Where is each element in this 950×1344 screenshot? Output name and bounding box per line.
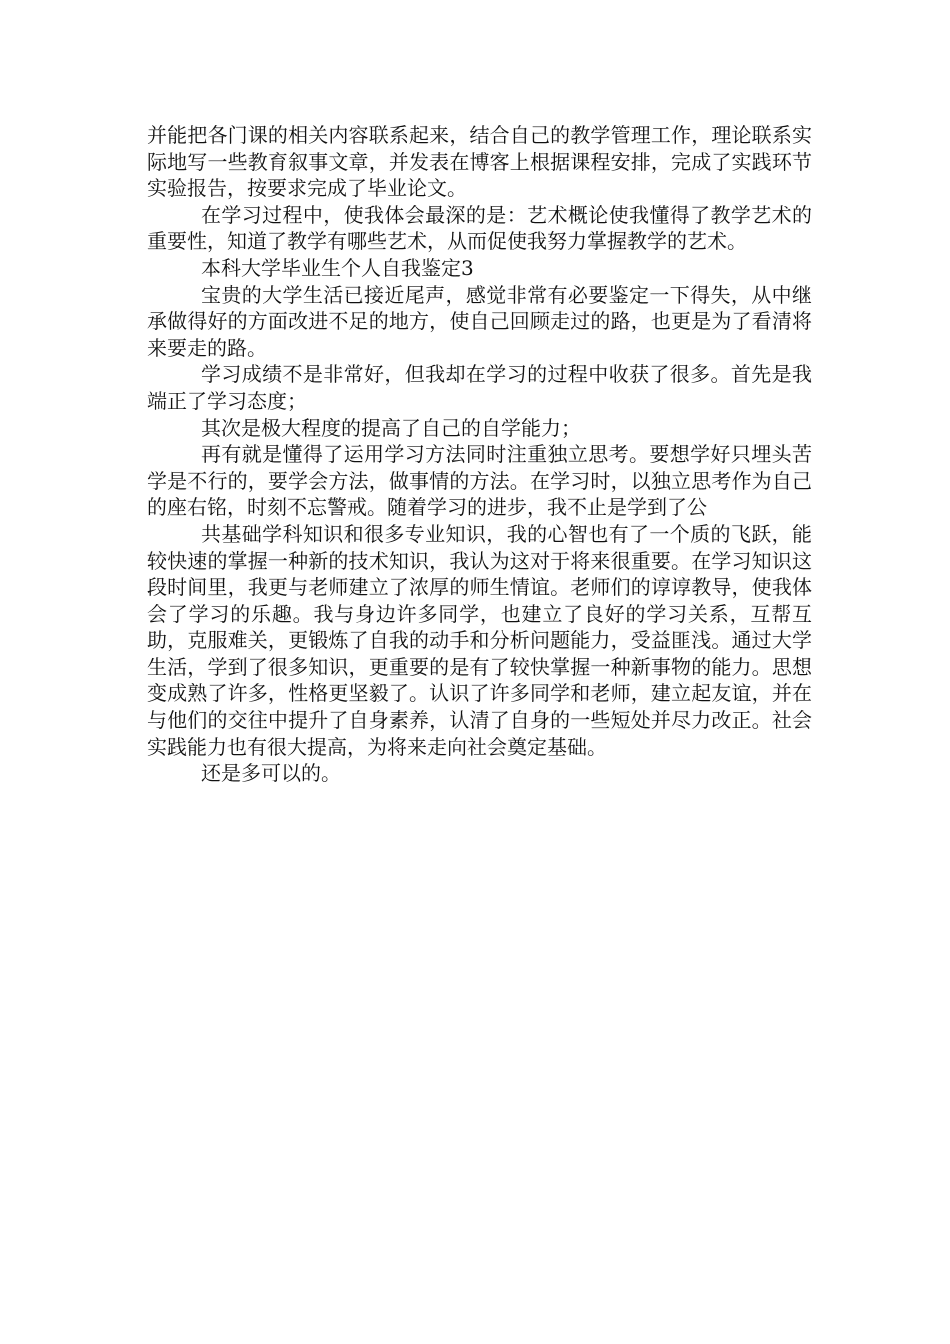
document-body — [147, 122, 812, 787]
paragraph-1: 并能把各门课的相关内容联系起来，结合自己的教学管理工作，理论联系实际地写一些教育叙事文章，并发表在博客上根据课程安排，完成了实践环节实验报告，按要求完成了毕业论文。 — [147, 123, 812, 201]
paragraph-3: 宝贵的大学生活已接近尾声，感觉非常有必要鉴定一下得失，从中继承做得好的方面改进不足的地方，使自己回顾走过的路，也更是为了看清将来要走的路。 — [147, 282, 812, 360]
section-heading: 本科大学毕业生个人自我鉴定3 — [201, 255, 474, 280]
paragraph-4: 学习成绩不是非常好，但我却在学习的过程中收获了很多。首先是我端正了学习态度； — [147, 362, 812, 413]
paragraph-2: 在学习过程中，使我体会最深的是：艺术概论使我懂得了教学艺术的重要性，知道了教学有哪些艺术，从而促使我努力掌握教学的艺术。 — [147, 202, 812, 254]
paragraph-5: 其次是极大程度的提高了自己的自学能力； — [201, 415, 581, 440]
paragraph-6: 再有就是懂得了运用学习方法同时注重独立思考。要想学好只埋头苦学是不行的，要学会方法，做事情的方法。在学习时，以独立思考作为自己的座右铭，时刻不忘警戒。随着学习的进步，我不止是学到了公 — [147, 442, 812, 520]
paragraph-8: 还是多可以的。 — [201, 761, 341, 786]
paragraph-7: 共基础学科知识和很多专业知识，我的心智也有了一个质的飞跃，能较快速的掌握一种新的技术知识，我认为这对于将来很重要。在学习知识这段时间里，我更与老师建立了浓厚的师生情谊。老师们的谆谆教导，使我体会了学习的乐趣。我与身边许多同学，也建立了良好的学习关系，互帮互助，克服难关，更锻炼了自我的动手和分析问题能力，受益匪浅。通过大学生活，学到了很多知识，更重要的是有了较快掌握一种新事物的能力。思想变成熟了许多，性格更坚毅了。认识了许多同学和老师，建立起友谊，并在与他们的交往中提升了自身素养，认清了自身的一些短处并尽力改正。社会实践能力也有很大提高，为将来走向社会奠定基础。 — [147, 521, 812, 759]
